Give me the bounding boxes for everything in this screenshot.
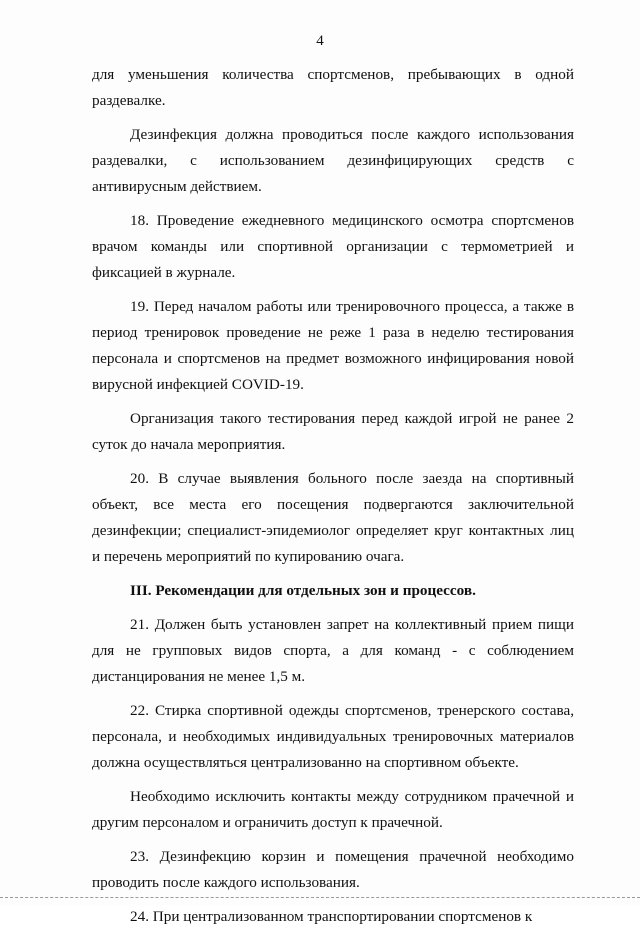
paragraph: Дезинфекция должна проводиться после каждого использования раздевалки, с использованием дезинфицирующих средств с антивирусным действием. [92,126,574,195]
paragraph: Организация такого тестирования перед каждой игрой не ранее 2 суток до начала мероприятия. [92,410,574,453]
paragraph-item-19: 19. Перед началом работы или тренировочного процесса, а также в период тренировок проведение не реже 1 раза в неделю тестирования персонала и спортсменов на предмет возможного инфицирования новой вирусной инфекцией COVID-19. [92,298,574,393]
section-heading: III. Рекомендации для отдельных зон и процессов. [130,582,476,599]
paragraph-item-24: 24. При централизованном транспортировании спортсменов к [130,908,533,925]
paragraph-item-18: 18. Проведение ежедневного медицинского осмотра спортсменов врачом команды или спортивной организации с термометрией и фиксацией в журнале. [92,212,574,281]
document-body [92,62,574,938]
paragraph-item-23: 23. Дезинфекцию корзин и помещения прачечной необходимо проводить после каждого использования. [92,848,574,891]
page-bottom-divider [0,897,640,899]
paragraph: Необходимо исключить контакты между сотрудником прачечной и другим персоналом и ограничить доступ к прачечной. [92,788,574,831]
paragraph-item-22: 22. Стирка спортивной одежды спортсменов, тренерского состава, персонала, и необходимых индивидуальных тренировочных материалов должна осуществляться централизованно на спортивном объекте. [92,702,574,771]
paragraph: для уменьшения количества спортсменов, пребывающих в одной раздевалке. [92,66,574,109]
paragraph-item-21: 21. Должен быть установлен запрет на коллективный прием пищи для не групповых видов спорта, а для команд - с соблюдением дистанцирования не менее 1,5 м. [92,616,574,685]
paragraph-item-20: 20. В случае выявления больного после заезда на спортивный объект, все места его посещения подвергаются заключительной дезинфекции; специалист-эпидемиолог определяет круг контактных лиц и перечень мероприятий по купированию очага. [92,470,574,565]
page-number: 4 [316,33,324,49]
